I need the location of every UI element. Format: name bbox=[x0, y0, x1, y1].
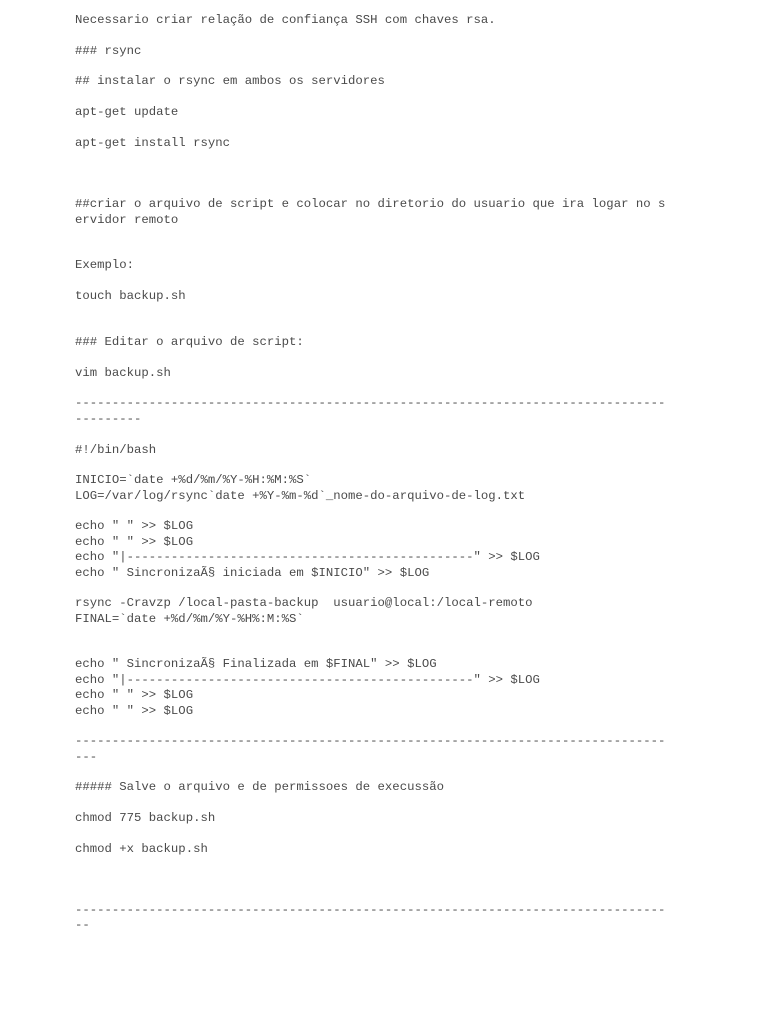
shebang-line: #!/bin/bash bbox=[75, 443, 157, 457]
script-comment-line-2: ervidor remoto bbox=[75, 213, 179, 227]
script-inicio-line: INICIO=`date +%d/%m/%Y-%H:%M:%S` bbox=[75, 473, 312, 487]
separator-line: -------------------------------------------------------------------------------- bbox=[75, 903, 666, 917]
separator-line-wrap: --------- bbox=[75, 412, 142, 426]
cmd-apt-install: apt-get install rsync bbox=[75, 136, 230, 150]
script-final-line: FINAL=`date +%d/%m/%Y-%H%:M:%S` bbox=[75, 612, 304, 626]
echo-bar-line: echo "|-----------------------------------------------" >> $LOG bbox=[75, 550, 540, 564]
script-comment-line-1: ##criar o arquivo de script e colocar no diretorio do usuario que ira logar no s bbox=[75, 197, 666, 211]
edit-heading: ### Editar o arquivo de script: bbox=[75, 335, 304, 349]
separator-line-wrap: --- bbox=[75, 750, 98, 764]
echo-blank-line: echo " " >> $LOG bbox=[75, 535, 194, 549]
separator-line: -------------------------------------------------------------------------------- bbox=[75, 734, 666, 748]
separator-line: -------------------------------------------------------------------------------- bbox=[75, 396, 666, 410]
example-label: Exemplo: bbox=[75, 258, 135, 272]
save-heading: ##### Salve o arquivo e de permissoes de execussão bbox=[75, 780, 444, 794]
cmd-chmod-775: chmod 775 backup.sh bbox=[75, 811, 216, 825]
rsync-heading: ### rsync bbox=[75, 44, 142, 58]
echo-blank-line: echo " " >> $LOG bbox=[75, 688, 194, 702]
intro-text: Necessario criar relação de confiança SSH com chaves rsa. bbox=[75, 13, 496, 27]
echo-bar-line: echo "|-----------------------------------------------" >> $LOG bbox=[75, 673, 540, 687]
cmd-chmod-x: chmod +x backup.sh bbox=[75, 842, 208, 856]
cmd-vim: vim backup.sh bbox=[75, 366, 171, 380]
script-log-line: LOG=/var/log/rsync`date +%Y-%m-%d`_nome-do-arquivo-de-log.txt bbox=[75, 489, 526, 503]
separator-line-wrap: -- bbox=[75, 918, 90, 932]
echo-blank-line: echo " " >> $LOG bbox=[75, 704, 194, 718]
cmd-apt-update: apt-get update bbox=[75, 105, 179, 119]
echo-blank-line: echo " " >> $LOG bbox=[75, 519, 194, 533]
install-comment: ## instalar o rsync em ambos os servidores bbox=[75, 74, 385, 88]
cmd-touch: touch backup.sh bbox=[75, 289, 186, 303]
echo-start-line: echo " SincronizaÃ§ iniciada em $INICIO" >> $LOG bbox=[75, 566, 430, 580]
cmd-rsync: rsync -Cravzp /local-pasta-backup usuario@local:/local-remoto bbox=[75, 596, 533, 610]
echo-end-line: echo " SincronizaÃ§ Finalizada em $FINAL" >> $LOG bbox=[75, 657, 437, 671]
